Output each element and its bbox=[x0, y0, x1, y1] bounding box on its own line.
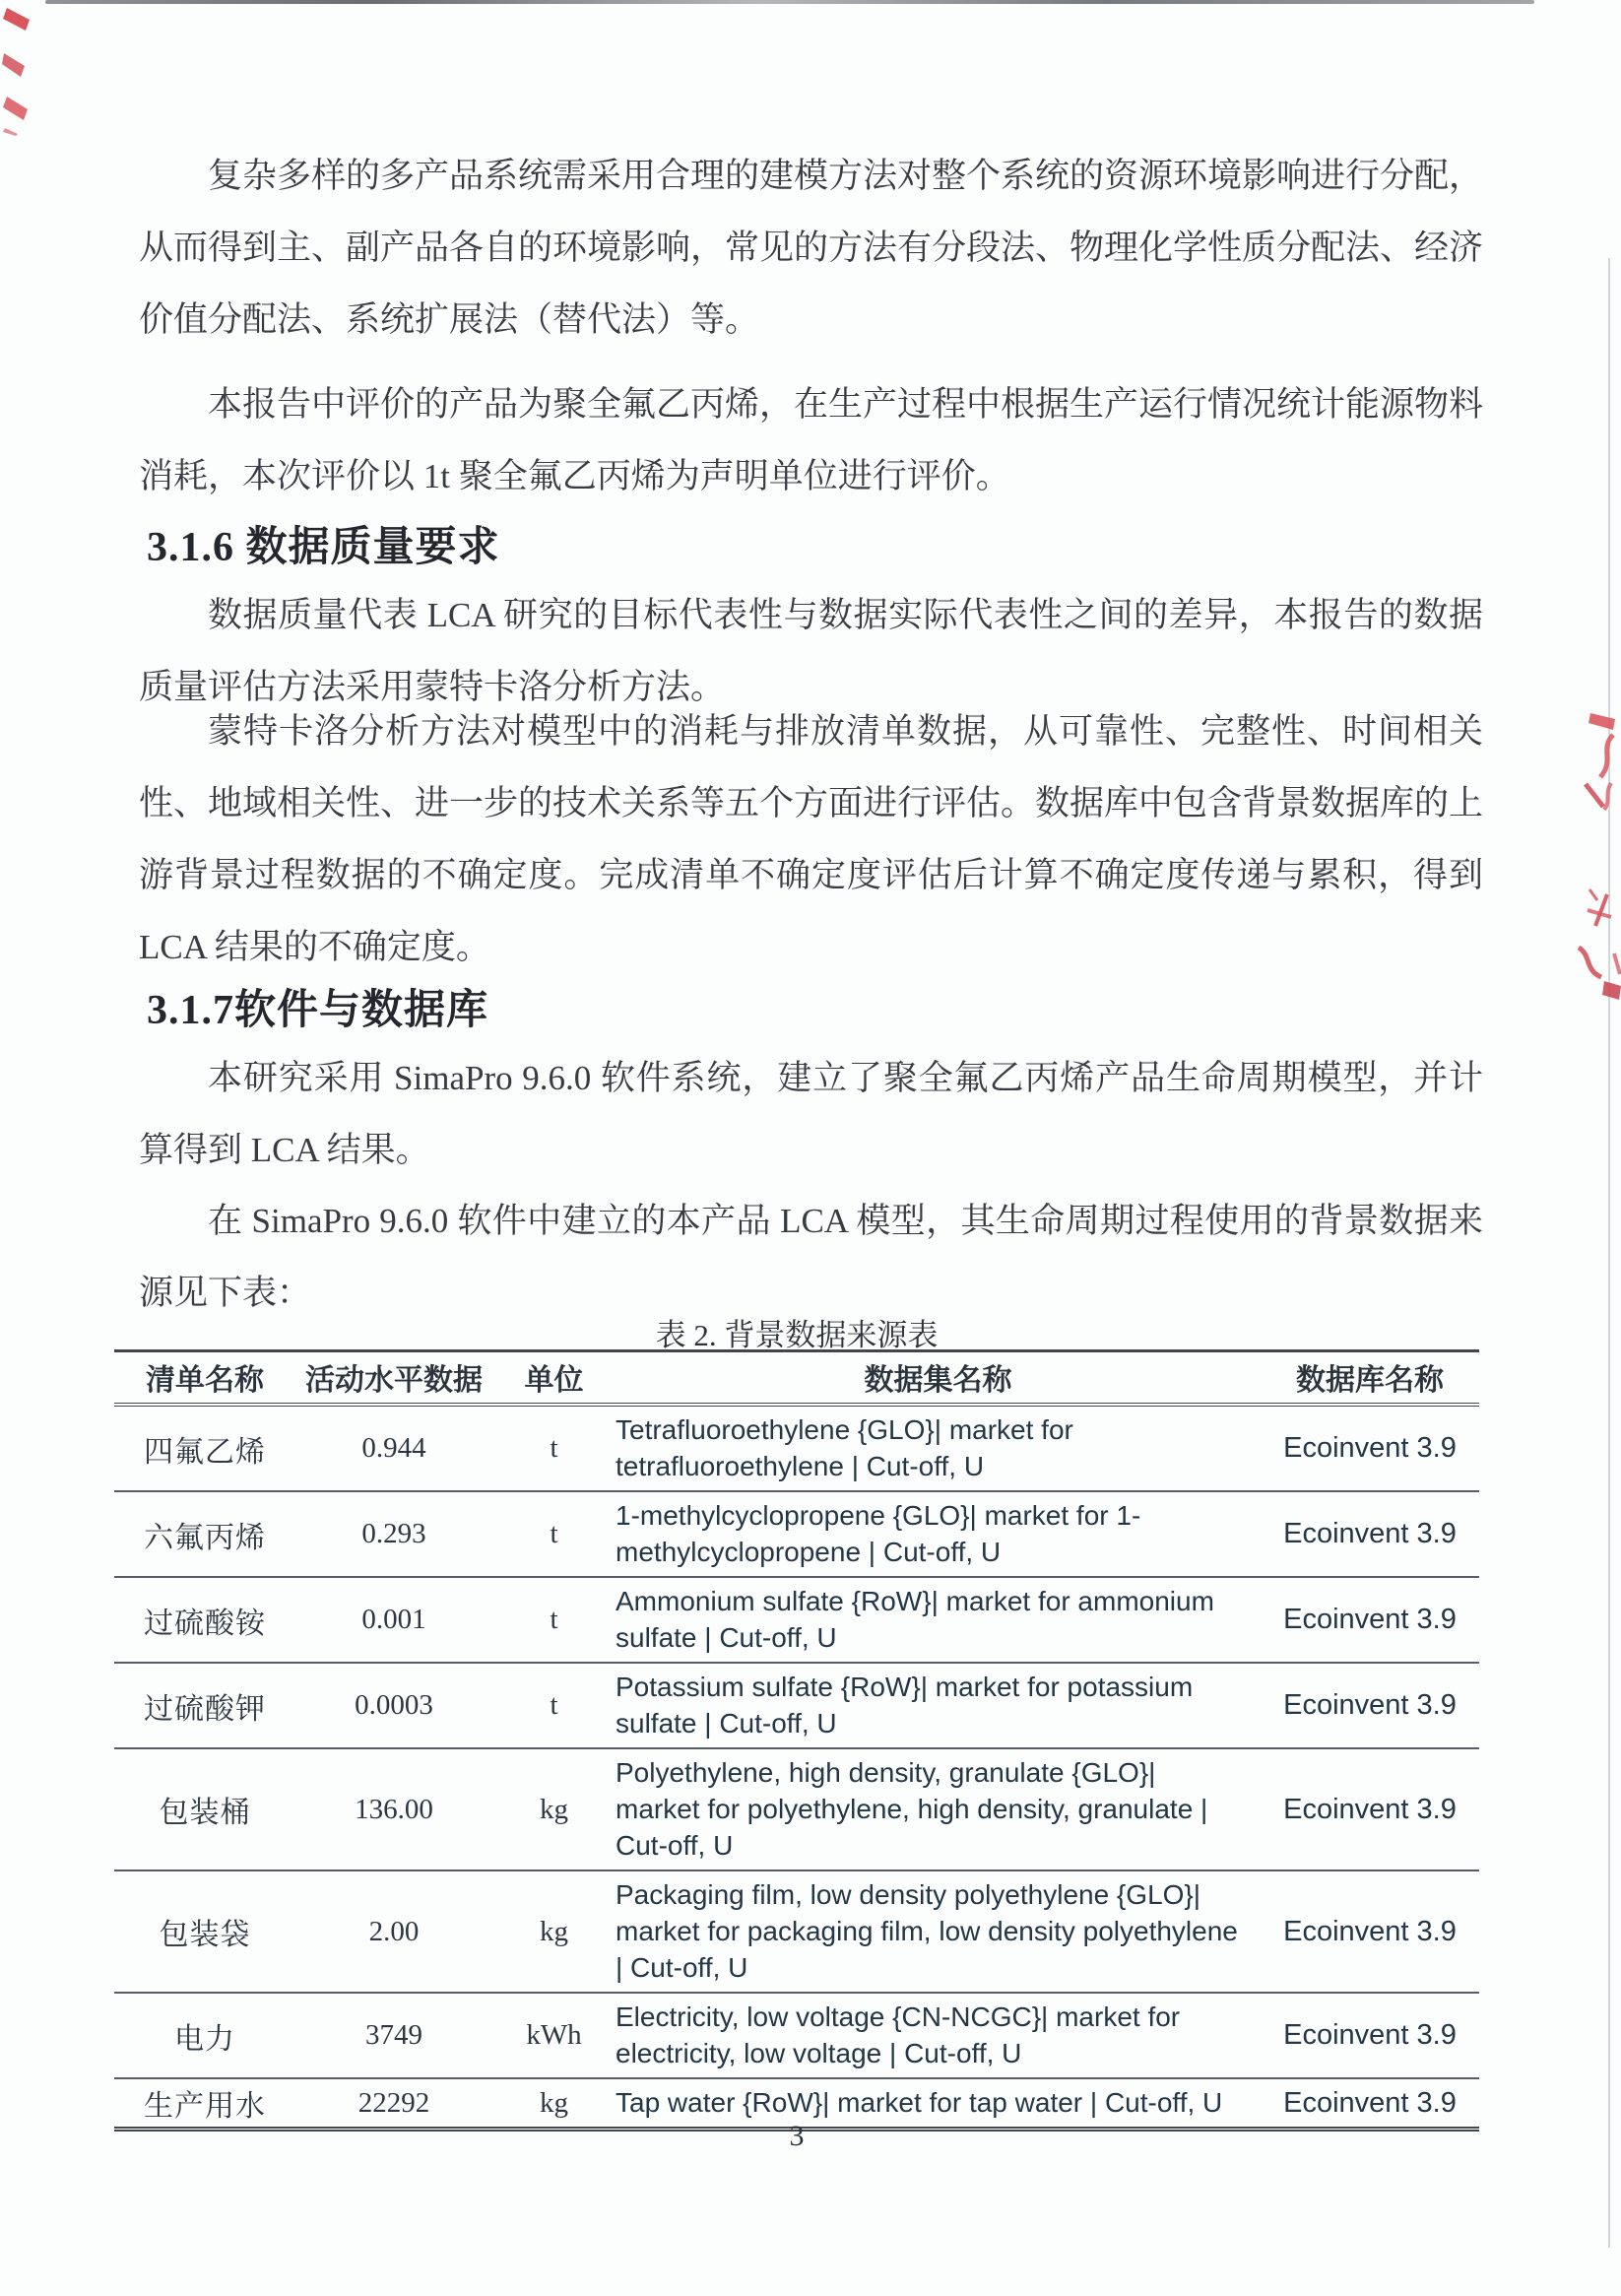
cell-dataset-name: Packaging film, low density polyethylene {GLO}| market for packaging film, low density polyethylene | Cut-off, U bbox=[616, 1870, 1261, 1993]
section-heading-data-quality: 3.1.6 数据质量要求 bbox=[147, 525, 500, 570]
cell-activity-amount: 0.0003 bbox=[295, 1663, 492, 1748]
cell-activity-amount: 3749 bbox=[295, 1993, 492, 2078]
table-row bbox=[114, 1993, 1479, 2078]
cell-unit: t bbox=[492, 1491, 616, 1577]
cell-database-name: Ecoinvent 3.9 bbox=[1261, 1993, 1479, 2078]
cell-dataset-name: Electricity, low voltage {CN-NCGC}| market for electricity, low voltage | Cut-off, U bbox=[616, 1993, 1261, 2078]
cell-unit: t bbox=[492, 1577, 616, 1663]
cell-unit: kWh bbox=[492, 1993, 616, 2078]
cell-activity-amount: 0.293 bbox=[295, 1491, 492, 1577]
cell-activity-amount: 2.00 bbox=[295, 1870, 492, 1993]
table-row bbox=[114, 1405, 1479, 1491]
cell-unit: t bbox=[492, 1663, 616, 1748]
cell-unit: kg bbox=[492, 1870, 616, 1993]
cell-database-name: Ecoinvent 3.9 bbox=[1261, 1577, 1479, 1663]
cell-dataset-name: Tetrafluoroethylene {GLO}| market for tetrafluoroethylene | Cut-off, U bbox=[616, 1405, 1261, 1491]
cell-dataset-name: 1-methylcyclopropene {GLO}| market for 1-methylcyclopropene | Cut-off, U bbox=[616, 1491, 1261, 1577]
background-data-table-body bbox=[114, 1405, 1479, 2130]
cell-activity-amount: 136.00 bbox=[295, 1748, 492, 1870]
cell-unit: t bbox=[492, 1405, 616, 1491]
red-annotation-marks-right-icon bbox=[1571, 689, 1621, 1015]
red-stamp-marks-topleft-icon bbox=[2, 6, 37, 136]
table-header-row bbox=[114, 1351, 1479, 1406]
paragraph-data-quality: 数据质量代表 LCA 研究的目标代表性与数据实际代表性之间的差异，本报告的数据质量评估方法采用蒙特卡洛分析方法。 bbox=[139, 596, 1483, 706]
cell-database-name: Ecoinvent 3.9 bbox=[1261, 1870, 1479, 1993]
paragraph-background-data-intro: 在 SimaPro 9.6.0 软件中建立的本产品 LCA 模型，其生命周期过程使用的背景数据来源见下表： bbox=[139, 1202, 1483, 1312]
document-content bbox=[139, 0, 1483, 2296]
cell-database-name: Ecoinvent 3.9 bbox=[1261, 1491, 1479, 1577]
table-row bbox=[114, 1748, 1479, 1870]
col-header-dataset-name: 数据集名称 bbox=[616, 1351, 1261, 1406]
cell-database-name: Ecoinvent 3.9 bbox=[1261, 1405, 1479, 1491]
table-caption: 表 2. 背景数据来源表 bbox=[655, 1318, 939, 1352]
cell-unit: kg bbox=[492, 1748, 616, 1870]
cell-unit: kg bbox=[540, 2086, 568, 2119]
table-row bbox=[114, 1577, 1479, 1663]
paragraph-monte-carlo: 蒙特卡洛分析方法对模型中的消耗与排放清单数据，从可靠性、完整性、时间相关性、地域相关性、进一步的技术关系等五个方面进行评估。数据库中包含背景数据库的上游背景过程数据的不确定度。完成清单不确定度评估后计算不确定度传递与累积，得到 LCA 结果的不确定度。 bbox=[139, 712, 1484, 966]
paragraph-declared-unit: 本报告中评价的产品为聚全氟乙丙烯，在生产过程中根据生产运行情况统计能源物料消耗，本次评价以 1t 聚全氟乙丙烯为声明单位进行评价。 bbox=[139, 385, 1484, 495]
cell-inventory-name: 生产用水 bbox=[144, 2090, 266, 2123]
table-row bbox=[114, 1870, 1479, 1993]
cell-activity-amount: 0.944 bbox=[295, 1405, 492, 1491]
paragraph-allocation-methods: 复杂多样的多产品系统需采用合理的建模方法对整个系统的资源环境影响进行分配，从而得到主、副产品各自的环境影响，常见的方法有分段法、物理化学性质分配法、经济价值分配法、系统扩展法（替代法）等。 bbox=[139, 157, 1484, 339]
cell-inventory-name: 包装桶 bbox=[114, 1748, 295, 1870]
col-header-unit: 单位 bbox=[492, 1351, 616, 1406]
cell-database-name: Ecoinvent 3.9 bbox=[1283, 2086, 1457, 2119]
cell-dataset-name: Polyethylene, high density, granulate {GLO}| market for polyethylene, high density, granulate | Cut-off, U bbox=[616, 1748, 1261, 1870]
scan-edge-line bbox=[1608, 258, 1610, 2248]
table-row bbox=[114, 1663, 1479, 1748]
col-header-inventory-name: 清单名称 bbox=[114, 1351, 295, 1406]
cell-inventory-name: 过硫酸铵 bbox=[114, 1577, 295, 1663]
section-heading-software-database: 3.1.7软件与数据库 bbox=[147, 988, 489, 1033]
col-header-database-name: 数据库名称 bbox=[1261, 1351, 1479, 1406]
page-number: 3 bbox=[789, 2120, 805, 2152]
cell-dataset-name: Ammonium sulfate {RoW}| market for ammonium sulfate | Cut-off, U bbox=[616, 1577, 1261, 1663]
background-data-table bbox=[114, 1349, 1479, 2132]
cell-activity-amount: 22292 bbox=[357, 2086, 430, 2119]
cell-dataset-name: Potassium sulfate {RoW}| market for potassium sulfate | Cut-off, U bbox=[616, 1663, 1261, 1748]
cell-inventory-name: 电力 bbox=[114, 1993, 295, 2078]
cell-database-name: Ecoinvent 3.9 bbox=[1261, 1748, 1479, 1870]
cell-activity-amount: 0.001 bbox=[295, 1577, 492, 1663]
cell-inventory-name: 过硫酸钾 bbox=[114, 1663, 295, 1748]
paragraph-simapro: 本研究采用 SimaPro 9.6.0 软件系统，建立了聚全氟乙丙烯产品生命周期模型，并计算得到 LCA 结果。 bbox=[139, 1059, 1483, 1169]
cell-database-name: Ecoinvent 3.9 bbox=[1261, 1663, 1479, 1748]
cell-inventory-name: 六氟丙烯 bbox=[114, 1491, 295, 1577]
cell-inventory-name: 包装袋 bbox=[114, 1870, 295, 1993]
col-header-activity-level: 活动水平数据 bbox=[295, 1351, 492, 1406]
cell-inventory-name: 四氟乙烯 bbox=[114, 1405, 295, 1491]
cell-dataset-name: Tap water {RoW}| market for tap water | Cut-off, U bbox=[616, 2087, 1223, 2118]
table-row bbox=[114, 1491, 1479, 1577]
